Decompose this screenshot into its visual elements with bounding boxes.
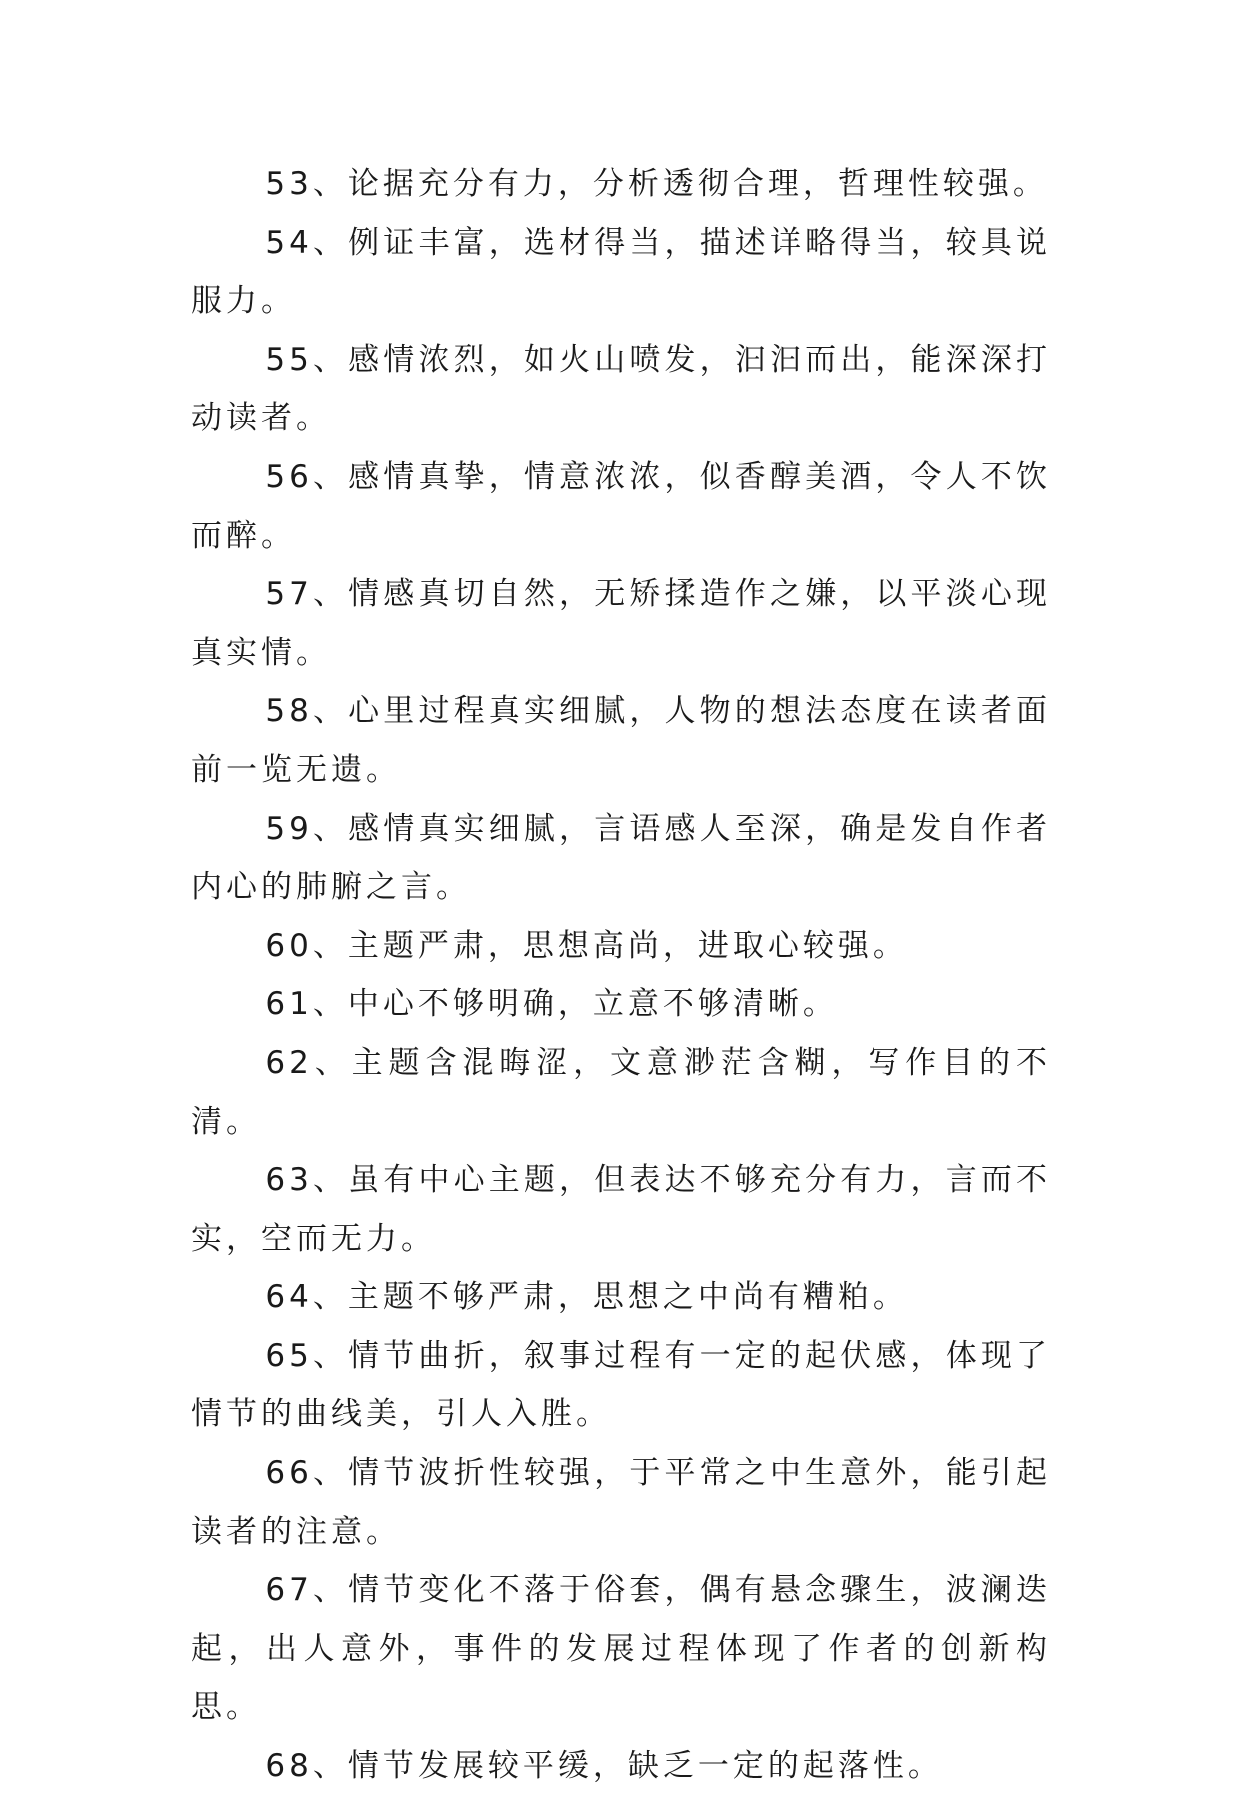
paragraph-59: 59、感情真实细腻，言语感人至深，确是发自作者内心的肺腑之言。	[191, 810, 1051, 906]
paragraph-60: 60、主题严肃，思想高尚，进取心较强。	[265, 927, 908, 964]
paragraph-61: 61、中心不够明确，立意不够清晰。	[265, 986, 838, 1023]
paragraph-58: 58、心里过程真实细腻，人物的想法态度在读者面前一览无遗。	[191, 693, 1051, 788]
paragraph-55: 55、感情浓烈，如火山喷发，汩汩而出，能深深打动读者。	[191, 341, 1051, 437]
paragraph-54: 54、例证丰富，选材得当，描述详略得当，较具说服力。	[191, 224, 1051, 320]
paragraph-56: 56、感情真挚，情意浓浓，似香醇美酒，令人不饮而醉。	[191, 458, 1051, 554]
paragraph-68: 68、情节发展较平缓，缺乏一定的起落性。	[265, 1748, 943, 1785]
paragraph-53: 53、论据充分有力，分析透彻合理，哲理性较强。	[265, 166, 1048, 202]
paragraph-67: 67、情节变化不落于俗套，偶有悬念骤生，波澜迭起，出人意外，事件的发展过程体现了作者的创新构思。	[191, 1572, 1051, 1726]
paragraph-64: 64、主题不够严肃，思想之中尚有糟粕。	[265, 1279, 908, 1316]
document-body	[191, 155, 1051, 1796]
paragraph-65: 65、情节曲折，叙事过程有一定的起伏感，体现了情节的曲线美，引人入胜。	[191, 1337, 1051, 1433]
paragraph-66: 66、情节波折性较强，于平常之中生意外，能引起读者的注意。	[191, 1455, 1051, 1550]
paragraph-57: 57、情感真切自然，无矫揉造作之嫌，以平淡心现真实情。	[191, 576, 1051, 671]
paragraph-63: 63、虽有中心主题，但表达不够充分有力，言而不实，空而无力。	[191, 1162, 1051, 1257]
paragraph-62: 62、主题含混晦涩，文意渺茫含糊，写作目的不清。	[191, 1044, 1051, 1140]
